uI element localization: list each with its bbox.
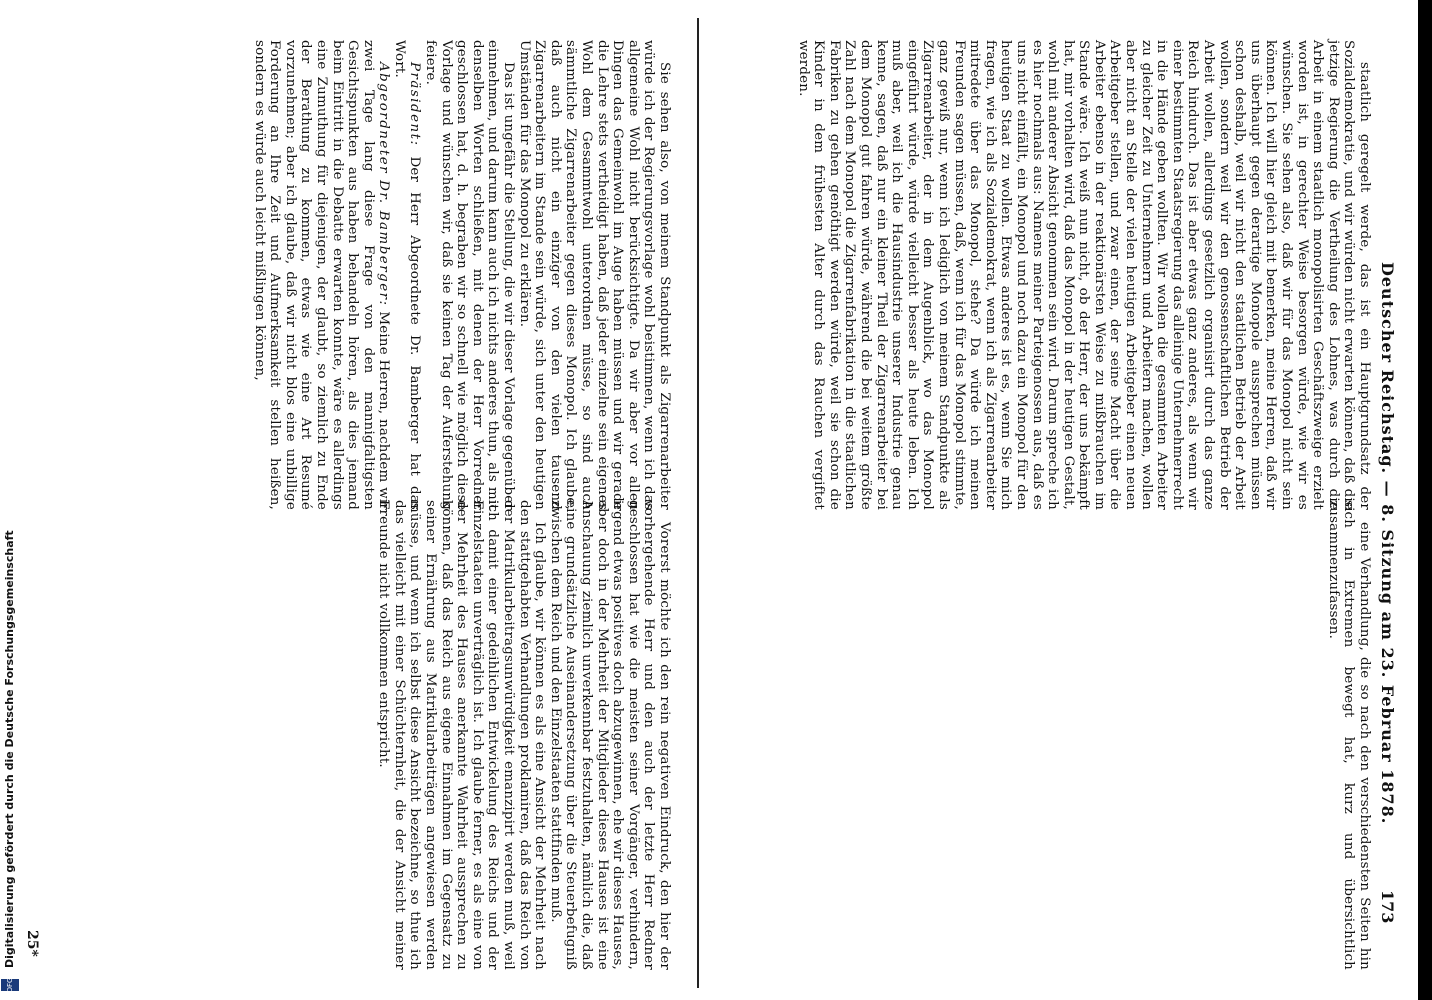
speaker-text: Der Herr Abgeordnete Dr. Bamberger hat das Wort.	[391, 40, 423, 510]
speaker-text: Meine Herren, nachdem wir zwei Tage lang diese Frage von den mannigfaltigsten Gesichtspunkten aus haben behandeln hören, als dies jemand beim Eintritt in die Debatte erwarten konnte, wäre es allerdings eine Zumuthung für diejenigen, der glaubt, so ziemlich zu Ende der Berathung zu kommen, etwas wie eine Art Resumé vorzunehmen; aber ich glaube, daß wir nicht blos eine unbillige Forderung an Ihre Zeit und Aufmerksamkeit stellen heißen, sondern es würde auch leicht mißlingen können,	[251, 40, 392, 510]
speaker-label: Präsident:	[407, 62, 423, 147]
column-lower-part-a	[22, 40, 672, 510]
president-line	[391, 40, 422, 510]
column-upper-part-b	[1325, 500, 1372, 970]
paragraph: Ich glaube, wir können es als eine Ansicht der Mehrheit nach den stattgehabten Verhandlungen proklamiren, daß das Reich von der Matrikularbeitragsunwürdigkeit emanzipirt werden muß, weil ich damit einer gedeihlichen Entwickelung des Reichs und der Einzelstaaten unverträglich ist. Ich glaube ferner, es als eine von der Mehrheit des Hauses anerkannte Wahrheit aussprechen zu können, daß das Reich aus eigene Einnahmen im Gegensatz zu seiner Ernährung aus Matrikularbeiträgen angewiesen werden müsse, und wenn ich selbst diese Ansicht bezeichne, so thue ich das vielleicht mit einer Schüchternheit, die der Ansicht meiner Freunde nicht vollkommen entspricht.	[376, 500, 548, 970]
bamberger-speech	[251, 40, 391, 510]
paragraph: Vorerst möchte ich den rein negativen Eindruck, den hier der vorhergehende Herr und den auch der letzte Herr Redner geschlossen hat wie die meisten seiner Vorgänger, verhindern, irgend etwas positives doch abzugewinnen, ehe wir dieses Hauses, aber doch in der Mehrheit der Mitglieder dieses Hauses ist eine Anschauung ziemlich unverkennbar festzuhalten, nämlich die, daß eine grundsätzliche Auseinandersetzung über die Steuerbefugniß zwischen dem Reich und den Einzelstaaten stattfinden muß.	[547, 500, 672, 970]
paragraph: Sie sehen also, von meinem Standpunkt als Zigarrenarbeiter würde ich der Regierungsvorlage wohl beistimmen, wenn ich das allgemeine Wohl nicht berücksichtigte. Da wir aber vor allen Dingen das Gemeinwohl im Auge haben müssen und wir gerade die Lehre stets vertheidigt haben, daß jeder einzelne sein eigenes Wohl dem Gesammtwohl unterordnen müsse, so sind auch sämmtliche Zigarrenarbeiter gegen dieses Monopol. Ich glaube, daß auch nicht ein einziger von den vielen tausend Zigarrenarbeitern im Stande sein würde, sich unter den heutigen Umständen für das Monopol zu erklären.	[516, 40, 672, 510]
paragraph: staatlich geregelt werde, das ist ein Hauptgrundsatz der Sozialdemokratie, und wir würden nicht erwarten können, daß die jetzige Regierung die Vertheilung des Lohnes, was durch die Arbeit in einem staatlich monopolisirten Geschäftszweige erzielt worden ist, in gerechter Weise besorgen würde, wie wir es wünschen. Sie sehen also, daß wir für das Monopol nicht sein können. Ich will hier gleich mit bemerken, meine Herren, daß wir uns überhaupt gegen derartige Monopole aussprechen müssen schon deshalb, weil wir nicht den staatlichen Betrieb der Arbeit wollen, sondern weil wir den genossenschaftlichen Betrieb der Arbeit wollen, allerdings gesetzlich organisirt durch das ganze Reich hindurch. Das ist aber etwas ganz anderes, als wenn wir einer bestimmten Staatsregierung das alleinige Unternehmerrecht in die Hände geben wollten. Wir wollen die gesammten Arbeiter zu gleicher Zeit zu Unternehmern und Arbeitern machen, wollen aber nicht an Stelle der vielen heutigen Arbeitgeber einen neuen Arbeitgeber stellen, und zwar einen, der seine Macht über die Arbeiter ebenso in der reaktionärsten Weise zu mißbrauchen im Stande wäre. Ich weiß nun nicht, ob der Herr, der uns bekämpft hat, mir vorhalten wird, daß das Monopol in der heutigen Gestalt, wohl mit anderer Absicht genommen sein wird. Darum spreche ich es hier nochmals aus: Namens meiner Parteigenossen aus, daß es uns nicht einfällt, ein Monopol und noch dazu ein Monopol für den heutigen Staat zu wollen. Etwas anderes ist es, wenn Sie mich fragen, wie ich als Sozialdemokrat, wenn ich als Zigarrenarbeiter mitredete über das Monopol, stehe? Da würde ich meinen Freunden sagen müssen, daß, wenn ich für das Monopol stimmte, ganz gewiß nur, wenn ich lediglich von meinem Standpunkte als Zigarrenarbeiter, der in dem Augenblick, wo das Monopol eingeführt würde, würde vielleicht besser als heute leben. Ich muß aber, weil ich die Hausindustrie unserer Industrie genau kenne, sagen, daß nur ein kleiner Theil der Zigarrenarbeiter bei dem Monopol gut fahren würde, während die bei weitem größte Zahl nach dem Monopol die Zigarrenfabrikation in die staatlichen Fabriken zu gehen genöthigt werden würde, weil sie schon die Kinder in dem frühesten Alter durch das Rauchen vergiftet werden.	[795, 40, 1372, 510]
digitization-credit: Digitalisierung gefördert durch die Deutsche Forschungsgemeinschaft	[3, 530, 16, 968]
paragraph: Das ist ungefähr die Stellung, die wir dieser Vorlage gegenüber einnehmen, und darum kann auch ich nichts anderes thun, als mit denselben Worten schließen, mit denen der Herr Vorredner geschlossen hat, d. h. begraben wir so schnell wie möglich diese Vorlage und wünschen wir, daß sie keinen Tag der Auferstehung feiere.	[423, 40, 517, 510]
scan-border	[1418, 0, 1432, 1000]
column-upper-part-a	[795, 40, 1372, 510]
signature-mark: 25*	[24, 930, 40, 957]
running-header: Deutscher Reichstag. — 8. Sitzung am 23. Februar 1878.	[1378, 262, 1397, 825]
speaker-label: Abgeordneter Dr. Bamberger:	[376, 62, 392, 307]
dfg-logo-icon: DFG	[1, 979, 19, 991]
paragraph: eine Verhandlung, die so nach den verschiedensten Seiten hin sich in Extremen bewegt hat, kurz und übersichtlich zusammenzufassen.	[1325, 500, 1372, 970]
column-lower-part-b	[22, 500, 672, 970]
page-number: 173	[1378, 890, 1397, 924]
column-divider	[697, 18, 699, 988]
